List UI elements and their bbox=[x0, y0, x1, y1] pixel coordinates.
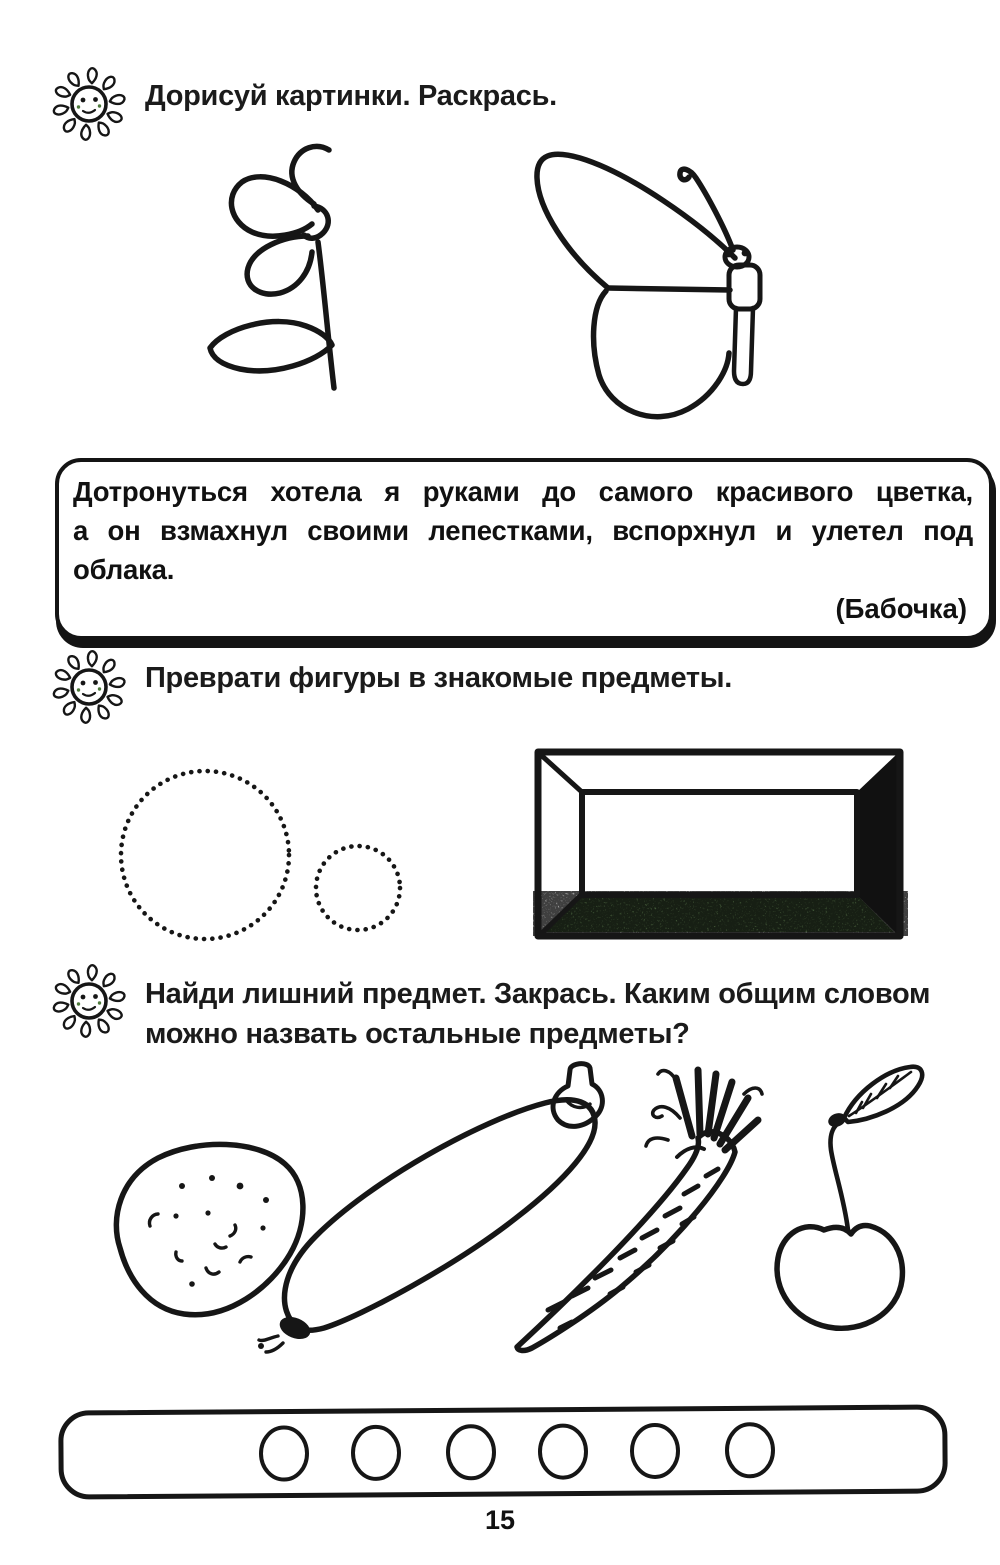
cherry bbox=[777, 1067, 922, 1329]
task-3-title bbox=[145, 974, 975, 1054]
page-number: 15 bbox=[484, 1505, 516, 1535]
butterfly-outline-drawing bbox=[500, 138, 800, 448]
task-3-title-line-2: можно назвать остальные предметы? bbox=[145, 1018, 690, 1050]
riddle-answer: (Бабочка) bbox=[835, 593, 967, 624]
task-2-title: Преврати фигуры в знакомые предметы. bbox=[145, 662, 733, 694]
riddle-line-1: Дотронуться хотела я руками до самого красивого цветка, bbox=[73, 476, 973, 507]
task-1-title: Дорисуй картинки. Раскрась. bbox=[145, 80, 557, 112]
answer-circles bbox=[261, 1424, 773, 1480]
sun-face-icon bbox=[45, 960, 133, 1042]
answer-strip bbox=[55, 1402, 955, 1502]
riddle-line-3: облака. bbox=[73, 554, 175, 585]
large-dotted-circle bbox=[121, 771, 289, 939]
sun-face-icon bbox=[45, 646, 133, 728]
small-dotted-circle bbox=[316, 846, 400, 930]
perspective-frame-drawing bbox=[533, 746, 908, 944]
dotted-circles-drawing bbox=[108, 758, 438, 953]
potato bbox=[116, 1144, 303, 1314]
task-3-title-line-1: Найди лишний предмет. Закрась. Каким общим словом bbox=[145, 978, 931, 1010]
flower-outline-drawing bbox=[188, 138, 468, 448]
riddle-box bbox=[55, 458, 993, 640]
sun-face-icon bbox=[45, 63, 133, 145]
find-odd-one-out-drawing bbox=[80, 1058, 970, 1368]
riddle-line-2: а он взмахнул своими лепестками, вспорхнул и улетел под bbox=[73, 515, 973, 546]
